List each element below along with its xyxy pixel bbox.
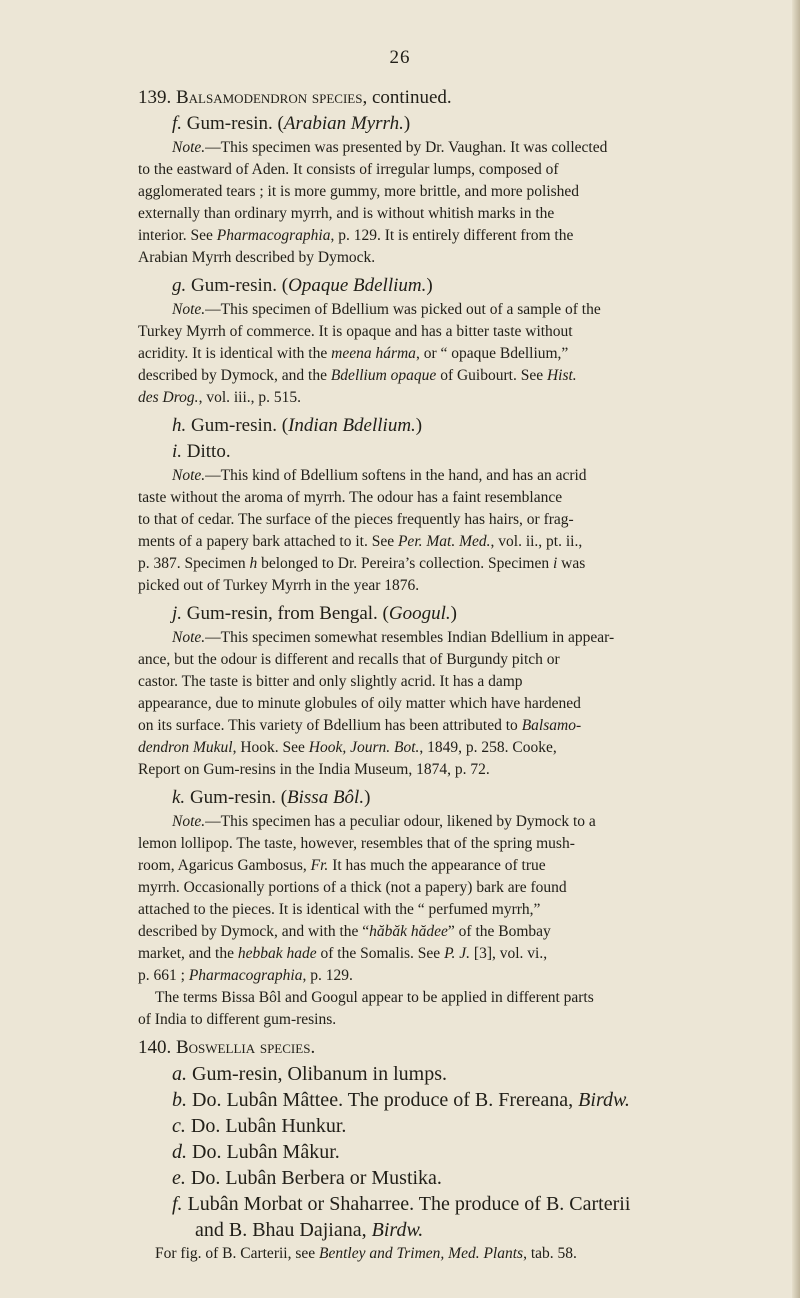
text-line: Note.—This specimen of Bdellium was picked out of a sample of the [172, 301, 601, 318]
text-line: agglomerated tears ; it is more gummy, more brittle, and more polished [138, 183, 580, 200]
entry-heading: g. Gum-resin. (Opaque Bdellium.) [172, 275, 433, 296]
page-edge [792, 0, 800, 1298]
text-line: attached to the pieces. It is identical with the “ perfumed myrrh,” [138, 901, 541, 918]
text-line: castor. The taste is bitter and only slightly acrid. It has a damp [138, 673, 523, 690]
text-line: For fig. of B. Carterii, see Bentley and Trimen, Med. Plants, tab. 58. [155, 1245, 577, 1262]
entry-heading: b. Do. Lubân Mâttee. The produce of B. Frereana, Birdw. [172, 1089, 630, 1111]
text-line: described by Dymock, and the Bdellium opaque of Guibourt. See Hist. [138, 367, 577, 384]
text-line: appearance, due to minute globules of oily matter which have hardened [138, 695, 581, 712]
entry-heading: f. Gum-resin. (Arabian Myrrh.) [172, 113, 411, 134]
text-line: Report on Gum-resins in the India Museum, 1874, p. 72. [138, 761, 490, 778]
entry-heading: d. Do. Lubân Mâkur. [172, 1141, 340, 1163]
text-line: described by Dymock, and with the “hăbăk hădee” of the Bombay [138, 923, 551, 940]
text-line: lemon lollipop. The taste, however, resembles that of the spring mush- [138, 835, 575, 852]
text-line: The terms Bissa Bôl and Googul appear to be applied in different parts [155, 989, 594, 1006]
text-line: market, and the hebbak hade of the Somalis. See P. J. [3], vol. vi., [138, 945, 548, 962]
text-line: p. 661 ; Pharmacographia, p. 129. [138, 967, 353, 984]
text-line: Note.—This kind of Bdellium softens in the hand, and has an acrid [172, 467, 587, 484]
text-line: on its surface. This variety of Bdellium has been attributed to Balsamo- [138, 717, 582, 734]
entry-heading: e. Do. Lubân Berbera or Mustika. [172, 1167, 442, 1189]
text-line: Note.—This specimen was presented by Dr. Vaughan. It was collected [172, 139, 608, 156]
entry-heading: f. Lubân Morbat or Shaharree. The produce of B. Carterii [172, 1193, 631, 1215]
entry-heading: i. Ditto. [172, 441, 231, 462]
text-line: acridity. It is identical with the meena hárma, or “ opaque Bdellium,” [138, 345, 569, 362]
text-line: interior. See Pharmacographia, p. 129. It is entirely different from the [138, 227, 574, 244]
entry-heading: j. Gum-resin, from Bengal. (Googul.) [172, 603, 457, 624]
text-line: Turkey Myrrh of commerce. It is opaque and has a bitter taste without [138, 323, 573, 340]
text-line: externally than ordinary myrrh, and is without whitish marks in the [138, 205, 555, 222]
text-line: to the eastward of Aden. It consists of irregular lumps, composed of [138, 161, 559, 178]
text-line: ance, but the odour is different and recalls that of Burgundy pitch or [138, 651, 560, 668]
text-line: p. 387. Specimen h belonged to Dr. Pereira’s collection. Specimen i was [138, 555, 586, 572]
text-line: Note.—This specimen somewhat resembles Indian Bdellium in appear- [172, 629, 615, 646]
entry-heading: k. Gum-resin. (Bissa Bôl.) [172, 787, 371, 808]
text-line: Arabian Myrrh described by Dymock. [138, 249, 376, 266]
text-line: taste without the aroma of myrrh. The odour has a faint resemblance [138, 489, 563, 506]
entry-heading: and B. Bhau Dajiana, Birdw. [195, 1219, 424, 1241]
text-line: picked out of Turkey Myrrh in the year 1876. [138, 577, 420, 594]
entry-heading: h. Gum-resin. (Indian Bdellium.) [172, 415, 423, 436]
text-line: room, Agaricus Gambosus, Fr. It has much the appearance of true [138, 857, 546, 874]
text-line: dendron Mukul, Hook. See Hook, Journ. Bot., 1849, p. 258. Cooke, [138, 739, 557, 756]
text-line: myrrh. Occasionally portions of a thick (not a papery) bark are found [138, 879, 567, 896]
entry-heading: 139. Balsamodendron species, continued. [138, 87, 452, 108]
text-line: to that of cedar. The surface of the pieces frequently has hairs, or frag- [138, 511, 574, 528]
entry-heading: a. Gum-resin, Olibanum in lumps. [172, 1063, 447, 1085]
text-line: des Drog., vol. iii., p. 515. [138, 389, 302, 406]
text-line: ments of a papery bark attached to it. See Per. Mat. Med., vol. ii., pt. ii., [138, 533, 583, 550]
text-line: of India to different gum-resins. [138, 1011, 337, 1028]
page-number: 26 [389, 47, 411, 68]
entry-heading: 140. Boswellia species. [138, 1037, 316, 1058]
entry-heading: c. Do. Lubân Hunkur. [172, 1115, 347, 1137]
text-line: Note.—This specimen has a peculiar odour, likened by Dymock to a [172, 813, 596, 830]
